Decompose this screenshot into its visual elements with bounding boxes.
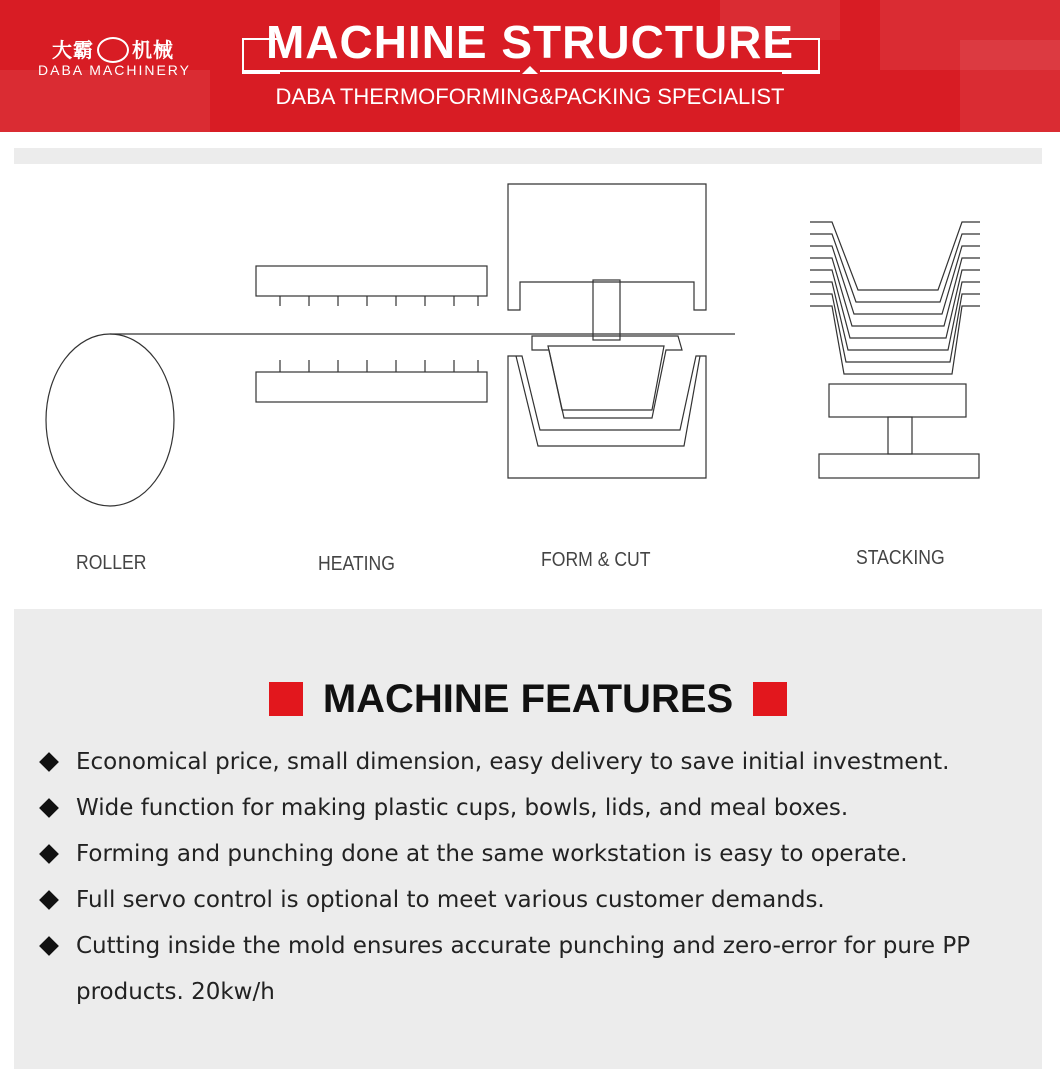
title-frame-bottom-right	[540, 70, 820, 72]
feature-text: Wide function for making plastic cups, bowls, lids, and meal boxes.	[76, 795, 849, 821]
stacking-drawing	[810, 222, 980, 478]
features-list	[38, 739, 1038, 1015]
stage-label-heating: HEATING	[318, 553, 395, 575]
heater-top-elements	[280, 296, 478, 306]
feature-text: Economical price, small dimension, easy delivery to save initial investment.	[76, 749, 950, 775]
header-banner	[0, 0, 1060, 132]
stage-label-stacking: STACKING	[856, 547, 945, 569]
logo-english-text: DABA MACHINERY	[38, 62, 191, 78]
diamond-bullet-icon	[39, 936, 59, 956]
diamond-bullet-icon	[39, 798, 59, 818]
title-frame-bottom-left	[242, 70, 520, 72]
logo-chinese-text	[52, 34, 174, 65]
list-item	[38, 739, 1038, 785]
features-heading	[14, 671, 1042, 727]
banner-decor-square	[960, 40, 1060, 132]
list-item	[38, 831, 1038, 877]
heater-top-drawing	[256, 266, 487, 296]
red-square-icon	[269, 682, 303, 716]
roller-drawing	[46, 334, 174, 506]
features-title: MACHINE FEATURES	[322, 677, 734, 721]
list-item	[38, 923, 1038, 1015]
logo-cn-right: 机械	[132, 38, 174, 62]
company-logo	[30, 24, 210, 84]
heater-bottom-drawing	[256, 372, 487, 402]
stage-label-roller: ROLLER	[76, 552, 147, 574]
stage-label-form-cut: FORM & CUT	[541, 549, 651, 571]
logo-cn-left: 大霸	[52, 38, 94, 62]
form-cut-drawing	[508, 184, 706, 478]
list-item	[38, 785, 1038, 831]
diamond-bullet-icon	[39, 890, 59, 910]
feature-text: Cutting inside the mold ensures accurate punching and zero-error for pure PP products. 20kw/h	[76, 933, 971, 1005]
red-square-icon	[753, 682, 787, 716]
features-section	[14, 609, 1042, 1069]
page-title: MACHINE STRUCTURE	[265, 16, 795, 68]
logo-mark-icon	[97, 37, 129, 63]
heater-bottom-elements	[280, 360, 478, 372]
list-item	[38, 877, 1038, 923]
diamond-bullet-icon	[39, 752, 59, 772]
feature-text: Full servo control is optional to meet various customer demands.	[76, 887, 825, 913]
diamond-bullet-icon	[39, 844, 59, 864]
page-subtitle: DABA THERMOFORMING&PACKING SPECIALIST	[275, 84, 785, 109]
structure-drawing	[0, 160, 1060, 608]
feature-text: Forming and punching done at the same workstation is easy to operate.	[76, 841, 908, 867]
machine-structure-diagram	[0, 160, 1060, 608]
